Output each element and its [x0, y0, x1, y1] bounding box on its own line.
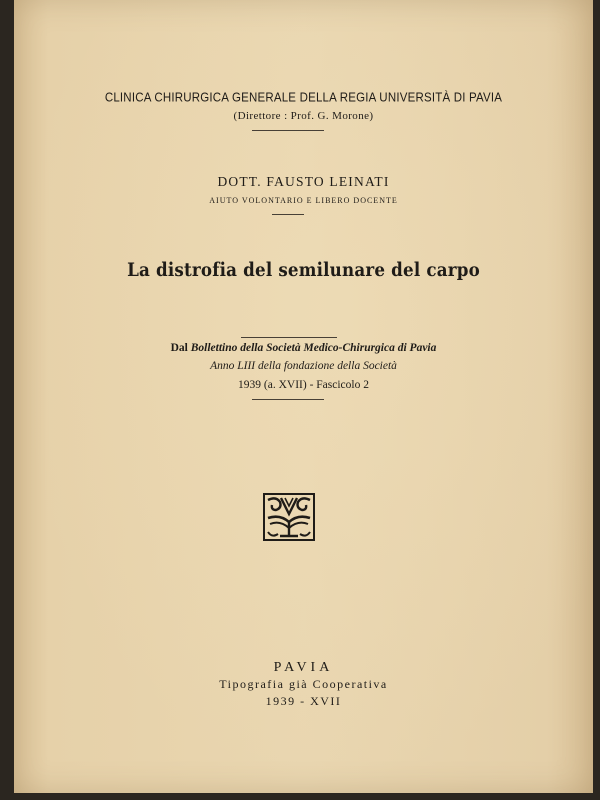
- imprint-year: 1939 - XVII: [265, 694, 342, 708]
- paper-sheet: [14, 0, 593, 793]
- imprint-city: PAVIA: [273, 660, 334, 675]
- printer-mark-icon: [262, 492, 316, 542]
- institute-heading: CLINICA CHIRURGICA GENERALE DELLA REGIA UNIVERSITÀ DI PAVIA: [104, 91, 503, 105]
- source-journal-line: [14, 342, 593, 354]
- document-title: La distrofia del semilunare del carpo: [127, 259, 480, 281]
- divider: [252, 130, 324, 131]
- divider: [252, 399, 324, 400]
- author-name: DOTT. FAUSTO LEINATI: [217, 174, 390, 189]
- source-volume-line: Anno LIII della fondazione della Società: [210, 360, 397, 372]
- source-issue-line: 1939 (a. XVII) - Fascicolo 2: [238, 379, 369, 391]
- director-line: (Direttore : Prof. G. Morone): [233, 110, 374, 122]
- imprint-printer: Tipografia già Cooperativa: [219, 677, 388, 691]
- source-prefix: Dal: [170, 342, 188, 354]
- author-role: AIUTO VOLONTARIO E LIBERO DOCENTE: [209, 196, 398, 205]
- divider: [272, 214, 304, 215]
- divider: [241, 337, 337, 338]
- journal-name: Bollettino della Società Medico-Chirurgica di Pavia: [190, 342, 437, 354]
